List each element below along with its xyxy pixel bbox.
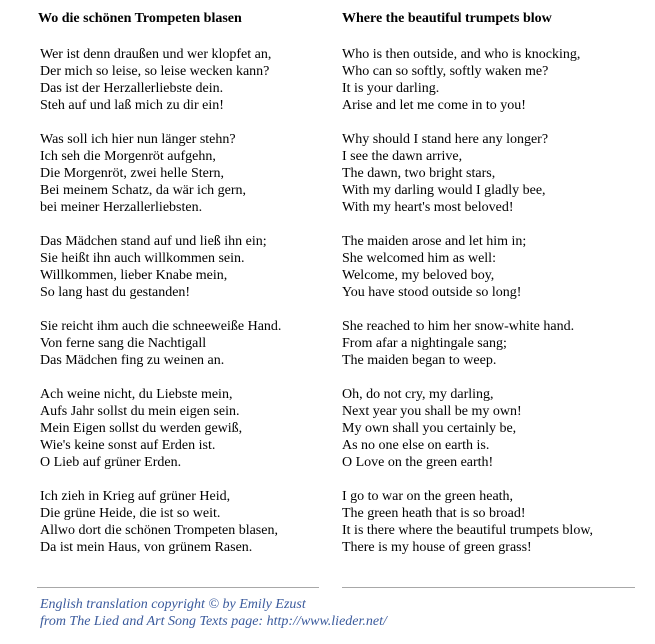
- poem-line: From afar a nightingale sang;: [342, 336, 507, 351]
- poem-line: There is my house of green grass!: [342, 540, 532, 555]
- poem-line: Sie heißt ihn auch willkommen sein.: [40, 251, 245, 266]
- poem-line: Von ferne sang die Nachtigall: [40, 336, 207, 351]
- poem-line: Ich zieh in Krieg auf grüner Heid,: [40, 489, 231, 504]
- translation-credits: [40, 596, 387, 630]
- german-stanza: [40, 46, 328, 114]
- german-stanza: [40, 233, 328, 301]
- poem-line: Was soll ich hier nun länger stehn?: [40, 132, 236, 147]
- poem-line: Oh, do not cry, my darling,: [342, 387, 494, 402]
- poem-line: Wer ist denn draußen und wer klopfet an,: [40, 47, 272, 62]
- poem-line: The dawn, two bright stars,: [342, 166, 496, 181]
- poem-line: Die Morgenröt, zwei helle Stern,: [40, 166, 225, 181]
- poem-line: Arise and let me come in to you!: [342, 98, 526, 113]
- poem-line: Ich seh die Morgenröt aufgehn,: [40, 149, 216, 164]
- poem-line: Wie's keine sonst auf Erden ist.: [40, 438, 216, 453]
- poem-line: Da ist mein Haus, von grünem Rasen.: [40, 540, 253, 555]
- poem-line: It is your darling.: [342, 81, 440, 96]
- poem-line: The maiden began to weep.: [342, 353, 497, 368]
- poem-line: Who is then outside, and who is knocking,: [342, 47, 581, 62]
- poem-line: Next year you shall be my own!: [342, 404, 522, 419]
- poem-line: Das Mädchen fing zu weinen an.: [40, 353, 225, 368]
- poem-line: Who can so softly, softly waken me?: [342, 64, 549, 79]
- poem-line: Das Mädchen stand auf und ließ ihn ein;: [40, 234, 267, 249]
- poem-line: She reached to him her snow-white hand.: [342, 319, 575, 334]
- poem-line: O Love on the green earth!: [342, 455, 494, 470]
- poem-line: bei meiner Herzallerliebsten.: [40, 200, 203, 215]
- poem-line: Why should I stand here any longer?: [342, 132, 549, 147]
- poem-line: Mein Eigen sollst du werden gewiß,: [40, 421, 243, 436]
- english-stanza: [342, 131, 642, 216]
- english-stanza: [342, 46, 642, 114]
- poem-line: My own shall you certainly be,: [342, 421, 517, 436]
- poem-line: Willkommen, lieber Knabe mein,: [40, 268, 228, 283]
- poem-line: Aufs Jahr sollst du mein eigen sein.: [40, 404, 240, 419]
- poem-line: It is there where the beautiful trumpets blow,: [342, 523, 594, 538]
- german-stanza: [40, 386, 328, 471]
- poem-line: With my darling would I gladly bee,: [342, 183, 546, 198]
- poem-line: I go to war on the green heath,: [342, 489, 514, 504]
- english-stanza: [342, 233, 642, 301]
- poem-line: Ach weine nicht, du Liebste mein,: [40, 387, 233, 402]
- poem-line: The green heath that is so broad!: [342, 506, 526, 521]
- poem-line: As no one else on earth is.: [342, 438, 490, 453]
- poem-line: Allwo dort die schönen Trompeten blasen,: [40, 523, 278, 538]
- poem-line: She welcomed him as well:: [342, 251, 496, 266]
- german-title: Wo die schönen Trompeten blasen: [38, 11, 242, 26]
- german-stanza: [40, 131, 328, 216]
- poem-line: Bei meinem Schatz, da wär ich gern,: [40, 183, 247, 198]
- poem-line: I see the dawn arrive,: [342, 149, 463, 164]
- poem-line: The maiden arose and let him in;: [342, 234, 527, 249]
- poem-line: Welcome, my beloved boy,: [342, 268, 495, 283]
- poem-line: Der mich so leise, so leise wecken kann?: [40, 64, 270, 79]
- english-stanza: [342, 386, 642, 471]
- divider-left: [37, 587, 319, 588]
- german-column: [38, 0, 328, 573]
- english-column: [342, 0, 642, 573]
- poem-line: You have stood outside so long!: [342, 285, 522, 300]
- poem-line: So lang hast du gestanden!: [40, 285, 191, 300]
- source-line[interactable]: from The Lied and Art Song Texts page: http://www.lieder.net/: [40, 614, 387, 629]
- german-stanzas: [38, 46, 328, 556]
- poem-line: Sie reicht ihm auch die schneeweiße Hand.: [40, 319, 282, 334]
- poem-line: With my heart's most beloved!: [342, 200, 514, 215]
- poem-line: Steh auf und laß mich zu dir ein!: [40, 98, 224, 113]
- poem-line: O Lieb auf grüner Erden.: [40, 455, 182, 470]
- german-stanza: [40, 318, 328, 369]
- english-title: Where the beautiful trumpets blow: [342, 11, 552, 26]
- german-stanza: [40, 488, 328, 556]
- english-stanzas: [342, 46, 642, 556]
- poem-line: Die grüne Heide, die ist so weit.: [40, 506, 221, 521]
- copyright-line: English translation copyright © by Emily Ezust: [40, 597, 306, 612]
- english-stanza: [342, 318, 642, 369]
- divider-right: [342, 587, 635, 588]
- poem-line: Das ist der Herzallerliebste dein.: [40, 81, 224, 96]
- english-stanza: [342, 488, 642, 556]
